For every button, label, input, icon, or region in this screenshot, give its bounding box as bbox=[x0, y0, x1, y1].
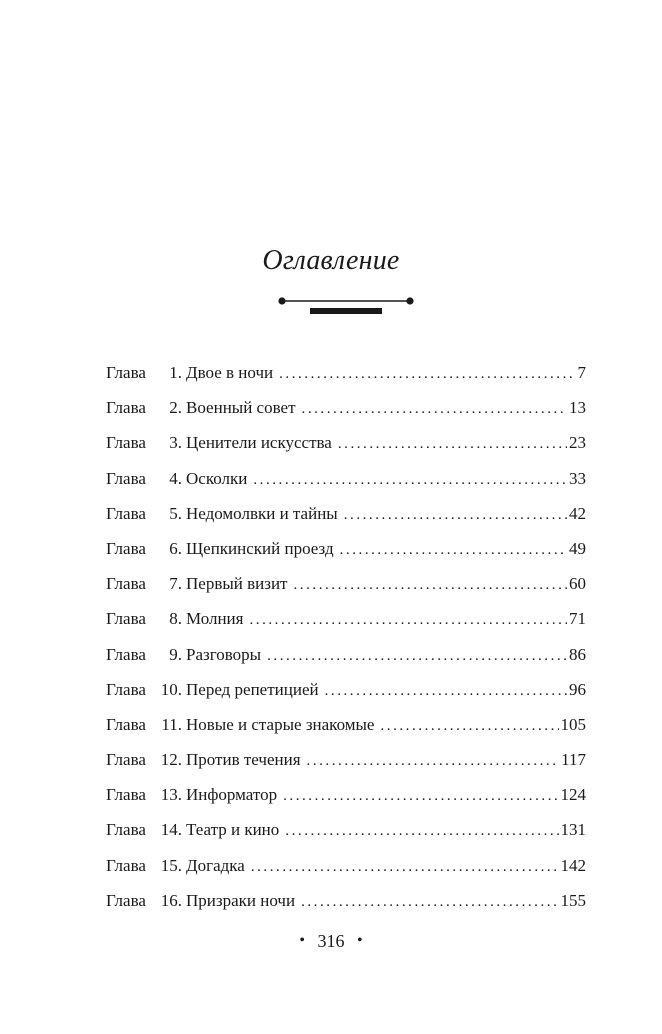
toc-entry[interactable] bbox=[106, 777, 586, 812]
footer-bullet-right: • bbox=[357, 931, 363, 949]
toc-page-number: 142 bbox=[560, 855, 586, 875]
toc-chapter-label: Глава bbox=[106, 855, 146, 875]
toc-entry[interactable] bbox=[106, 355, 586, 390]
toc-dot-leader bbox=[301, 883, 558, 920]
toc-chapter-title: Догадка bbox=[186, 855, 245, 875]
toc-chapter-label: Глава bbox=[106, 503, 146, 523]
toc-chapter-number: 5. bbox=[169, 503, 182, 523]
toc-dot-leader bbox=[283, 777, 558, 814]
table-of-contents bbox=[106, 355, 586, 918]
toc-dot-leader bbox=[302, 390, 567, 427]
toc-chapter-title: Против течения bbox=[186, 750, 301, 770]
toc-entry[interactable] bbox=[106, 883, 586, 918]
toc-chapter-title: Призраки ночи bbox=[186, 890, 296, 910]
page-title: Оглавление bbox=[262, 245, 400, 276]
toc-chapter-title: Молния bbox=[186, 609, 244, 629]
toc-dot-leader bbox=[249, 601, 567, 638]
toc-chapter-number: 16. bbox=[160, 890, 182, 910]
toc-page-number: 131 bbox=[560, 820, 586, 840]
toc-chapter-title: Театр и кино bbox=[186, 820, 280, 840]
toc-chapter-title: Перед репетицией bbox=[186, 679, 319, 699]
toc-page-number: 60 bbox=[569, 574, 586, 594]
toc-dot-leader bbox=[344, 496, 567, 533]
toc-dot-leader bbox=[285, 812, 558, 849]
toc-chapter-title: Разговоры bbox=[186, 644, 262, 664]
page-number: 316 bbox=[317, 930, 345, 951]
toc-chapter-label: Глава bbox=[106, 363, 146, 382]
divider-ornament bbox=[278, 296, 414, 318]
toc-chapter-label: Глава bbox=[106, 433, 146, 453]
toc-entry[interactable] bbox=[106, 848, 586, 883]
toc-page-number: 105 bbox=[560, 714, 586, 734]
toc-chapter-label: Глава bbox=[106, 820, 146, 840]
toc-chapter-number: 14. bbox=[160, 820, 182, 840]
toc-page-number: 155 bbox=[560, 890, 586, 910]
toc-dot-leader bbox=[338, 425, 567, 462]
toc-chapter-number: 2. bbox=[169, 398, 182, 418]
toc-chapter-title: Новые и старые знакомые bbox=[186, 714, 375, 734]
toc-entry[interactable] bbox=[106, 496, 586, 531]
toc-chapter-number: 10. bbox=[160, 679, 182, 699]
toc-chapter-number: 7. bbox=[169, 574, 182, 594]
toc-chapter-title: Информатор bbox=[186, 785, 278, 805]
toc-page-number: 33 bbox=[569, 468, 586, 488]
toc-chapter-title: Первый визит bbox=[186, 574, 288, 594]
toc-chapter-number: 15. bbox=[160, 855, 182, 875]
toc-entry[interactable] bbox=[106, 566, 586, 601]
toc-dot-leader bbox=[307, 742, 560, 779]
toc-chapter-number: 12. bbox=[160, 750, 182, 770]
toc-chapter-title: Военный совет bbox=[186, 398, 296, 418]
toc-page-number: 49 bbox=[569, 538, 586, 558]
toc-entry[interactable] bbox=[106, 637, 586, 672]
toc-entry[interactable] bbox=[106, 742, 586, 777]
toc-entry[interactable] bbox=[106, 812, 586, 847]
toc-chapter-number: 9. bbox=[169, 644, 182, 664]
toc-page-number: 117 bbox=[561, 750, 586, 770]
toc-dot-leader bbox=[325, 672, 567, 709]
toc-chapter-number: 1. bbox=[169, 363, 182, 382]
toc-chapter-number: 8. bbox=[169, 609, 182, 629]
page-footer bbox=[0, 924, 662, 956]
toc-page-number: 96 bbox=[569, 679, 586, 699]
toc-page-number: 13 bbox=[569, 398, 586, 418]
toc-chapter-label: Глава bbox=[106, 714, 146, 734]
toc-chapter-label: Глава bbox=[106, 538, 146, 558]
toc-entry[interactable] bbox=[106, 531, 586, 566]
toc-dot-leader bbox=[253, 461, 567, 498]
toc-dot-leader bbox=[340, 531, 567, 568]
toc-dot-leader bbox=[267, 637, 567, 674]
toc-page-number: 124 bbox=[560, 785, 586, 805]
toc-chapter-title: Двое в ночи bbox=[186, 363, 274, 382]
toc-page-number: 7 bbox=[577, 363, 586, 382]
toc-chapter-label: Глава bbox=[106, 574, 146, 594]
toc-dot-leader bbox=[251, 848, 559, 885]
toc-entry[interactable] bbox=[106, 390, 586, 425]
toc-chapter-title: Недомолвки и тайны bbox=[186, 503, 338, 523]
toc-chapter-title: Осколки bbox=[186, 468, 248, 488]
toc-entry[interactable] bbox=[106, 425, 586, 460]
toc-dot-leader bbox=[279, 355, 575, 392]
toc-page-number: 42 bbox=[569, 503, 586, 523]
toc-chapter-label: Глава bbox=[106, 785, 146, 805]
toc-chapter-label: Глава bbox=[106, 679, 146, 699]
toc-chapter-label: Глава bbox=[106, 644, 146, 664]
toc-chapter-label: Глава bbox=[106, 750, 146, 770]
toc-entry[interactable] bbox=[106, 707, 586, 742]
toc-dot-leader bbox=[380, 707, 558, 744]
toc-chapter-number: 11. bbox=[161, 714, 182, 734]
toc-entry[interactable] bbox=[106, 601, 586, 636]
toc-chapter-number: 13. bbox=[160, 785, 182, 805]
toc-dot-leader bbox=[294, 566, 568, 603]
toc-chapter-title: Ценители искусства bbox=[186, 433, 332, 453]
toc-entry[interactable] bbox=[106, 461, 586, 496]
toc-chapter-label: Глава bbox=[106, 890, 146, 910]
toc-chapter-number: 4. bbox=[169, 468, 182, 488]
footer-bullet-left: • bbox=[299, 931, 305, 949]
toc-entry[interactable] bbox=[106, 672, 586, 707]
toc-page-number: 86 bbox=[569, 644, 586, 664]
toc-chapter-label: Глава bbox=[106, 609, 146, 629]
toc-chapter-label: Глава bbox=[106, 398, 146, 418]
toc-chapter-title: Щепкинский проезд bbox=[186, 538, 334, 558]
toc-chapter-number: 3. bbox=[169, 433, 182, 453]
toc-chapter-label: Глава bbox=[106, 468, 146, 488]
toc-chapter-number: 6. bbox=[169, 538, 182, 558]
toc-page-number: 23 bbox=[569, 433, 586, 453]
toc-page-number: 71 bbox=[569, 609, 586, 629]
